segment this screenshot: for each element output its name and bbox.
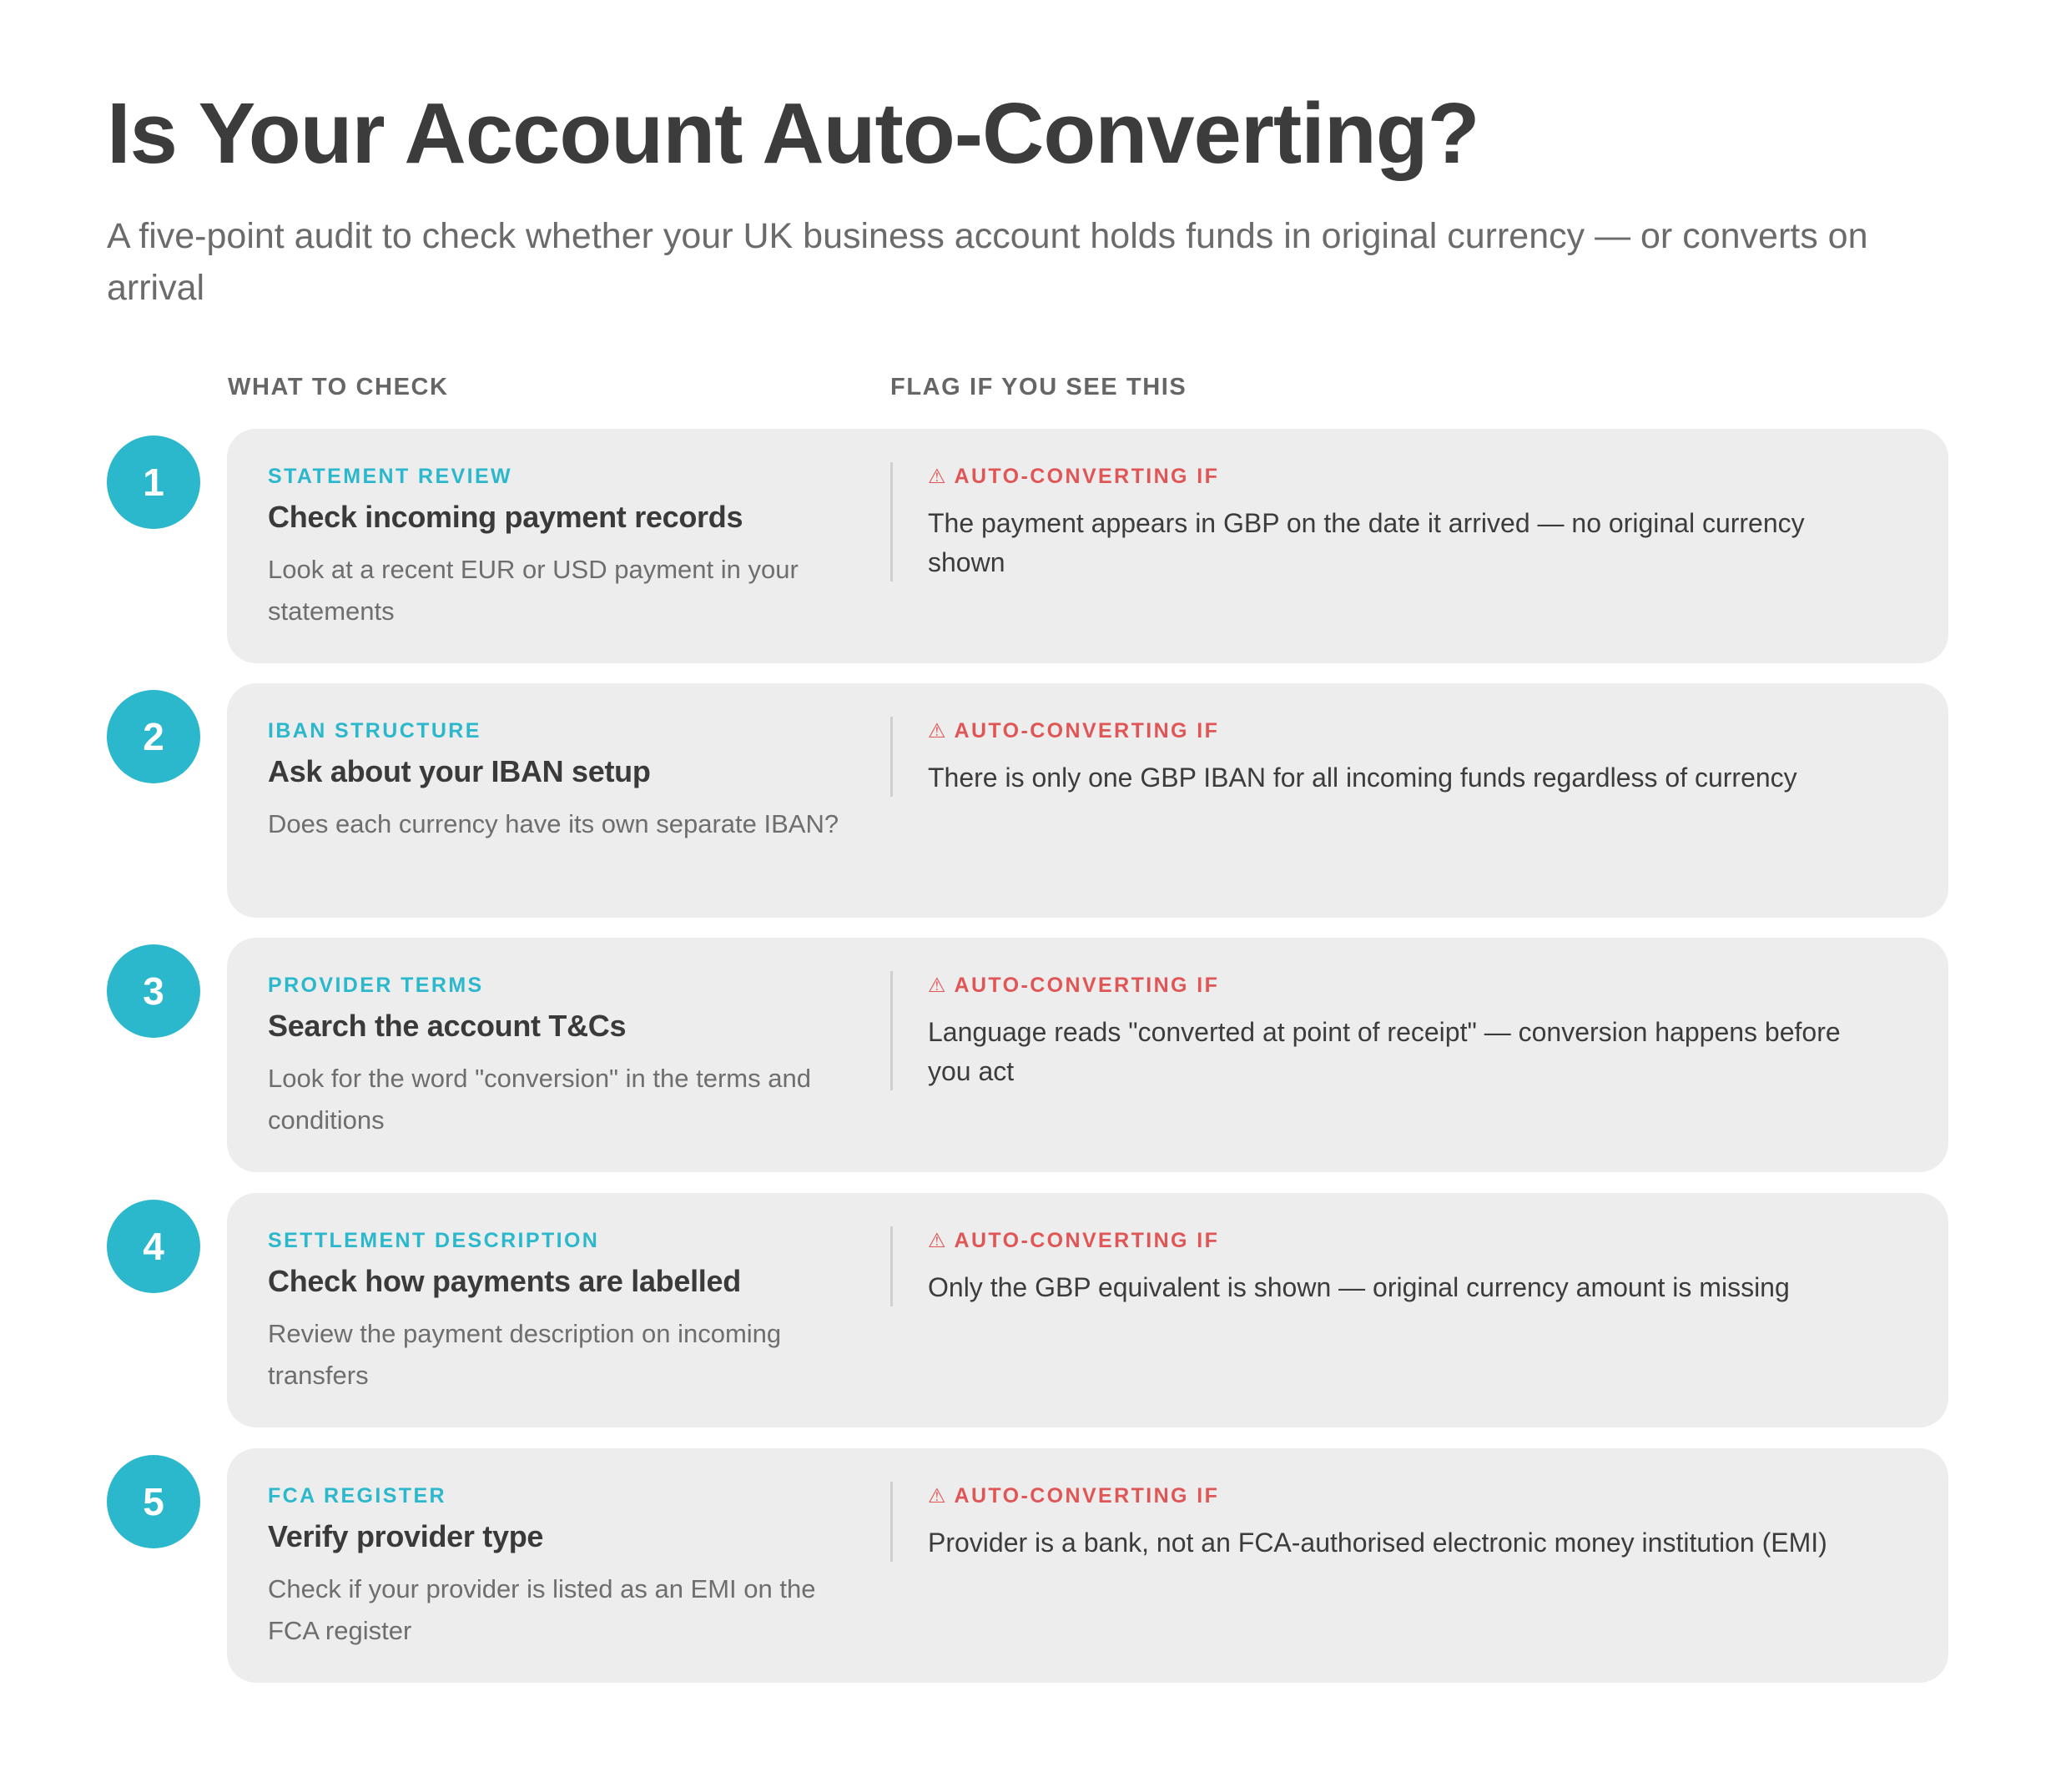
step-number-badge: 4 <box>107 1200 200 1293</box>
warning-triangle-icon: ⚠ <box>928 720 946 742</box>
step-number-badge: 1 <box>107 435 200 529</box>
warning-triangle-icon: ⚠ <box>928 1230 946 1252</box>
audit-card <box>227 683 1948 918</box>
check-category: SETTLEMENT DESCRIPTION <box>268 1229 600 1252</box>
column-divider <box>890 971 893 1090</box>
audit-row-5 <box>0 1448 2056 1683</box>
column-divider <box>890 462 893 581</box>
check-category: STATEMENT REVIEW <box>268 465 513 488</box>
flag-label <box>928 973 1219 999</box>
check-title: Check incoming payment records <box>268 500 743 534</box>
step-number-badge: 2 <box>107 690 200 783</box>
flag-label <box>928 1483 1219 1509</box>
audit-card <box>227 1193 1948 1427</box>
column-header-what-to-check: WHAT TO CHECK <box>228 374 449 400</box>
page-title: Is Your Account Auto-Converting? <box>107 85 1479 181</box>
flag-text: Language reads "converted at point of receipt" — conversion happens before you act <box>928 1017 1841 1086</box>
flag-label-text: AUTO-CONVERTING IF <box>954 465 1220 488</box>
warning-triangle-icon: ⚠ <box>928 466 946 488</box>
flag-label-text: AUTO-CONVERTING IF <box>954 974 1220 997</box>
flag-label <box>928 718 1219 744</box>
audit-card <box>227 938 1948 1172</box>
flag-label-text: AUTO-CONVERTING IF <box>954 1229 1220 1252</box>
audit-row-2 <box>0 683 2056 918</box>
audit-row-3 <box>0 938 2056 1172</box>
step-number-badge: 5 <box>107 1455 200 1548</box>
audit-card <box>227 1448 1948 1683</box>
audit-row-1 <box>0 429 2056 663</box>
column-divider <box>890 1482 893 1562</box>
page-subtitle: A five-point audit to check whether your UK business account holds funds in original currency — or converts on arrival <box>107 216 1868 308</box>
flag-label-text: AUTO-CONVERTING IF <box>954 719 1220 742</box>
check-description: Review the payment description on incoming transfers <box>268 1319 782 1390</box>
check-title: Verify provider type <box>268 1519 544 1553</box>
warning-triangle-icon: ⚠ <box>928 1485 946 1508</box>
flag-label <box>928 1228 1219 1254</box>
check-description: Does each currency have its own separate IBAN? <box>268 809 839 838</box>
check-description: Check if your provider is listed as an EMI on the FCA register <box>268 1574 816 1645</box>
check-title: Check how payments are labelled <box>268 1264 741 1298</box>
check-description: Look at a recent EUR or USD payment in your statements <box>268 555 799 626</box>
check-category: PROVIDER TERMS <box>268 974 484 997</box>
column-divider <box>890 1226 893 1306</box>
check-title: Ask about your IBAN setup <box>268 754 651 788</box>
check-description: Look for the word "conversion" in the terms and conditions <box>268 1064 811 1135</box>
step-number-badge: 3 <box>107 944 200 1038</box>
column-header-flag: FLAG IF YOU SEE THIS <box>890 374 1187 400</box>
flag-text: Provider is a bank, not an FCA-authorised electronic money institution (EMI) <box>928 1528 1827 1558</box>
check-category: FCA REGISTER <box>268 1484 446 1508</box>
flag-label-text: AUTO-CONVERTING IF <box>954 1484 1220 1508</box>
flag-text: There is only one GBP IBAN for all incoming funds regardless of currency <box>928 763 1797 793</box>
flag-text: Only the GBP equivalent is shown — original currency amount is missing <box>928 1272 1790 1302</box>
flag-text: The payment appears in GBP on the date it arrived — no original currency shown <box>928 508 1805 577</box>
audit-card <box>227 429 1948 663</box>
audit-row-4 <box>0 1193 2056 1427</box>
column-divider <box>890 717 893 797</box>
check-title: Search the account T&Cs <box>268 1009 627 1043</box>
check-category: IBAN STRUCTURE <box>268 719 481 742</box>
warning-triangle-icon: ⚠ <box>928 974 946 997</box>
flag-label <box>928 464 1219 490</box>
